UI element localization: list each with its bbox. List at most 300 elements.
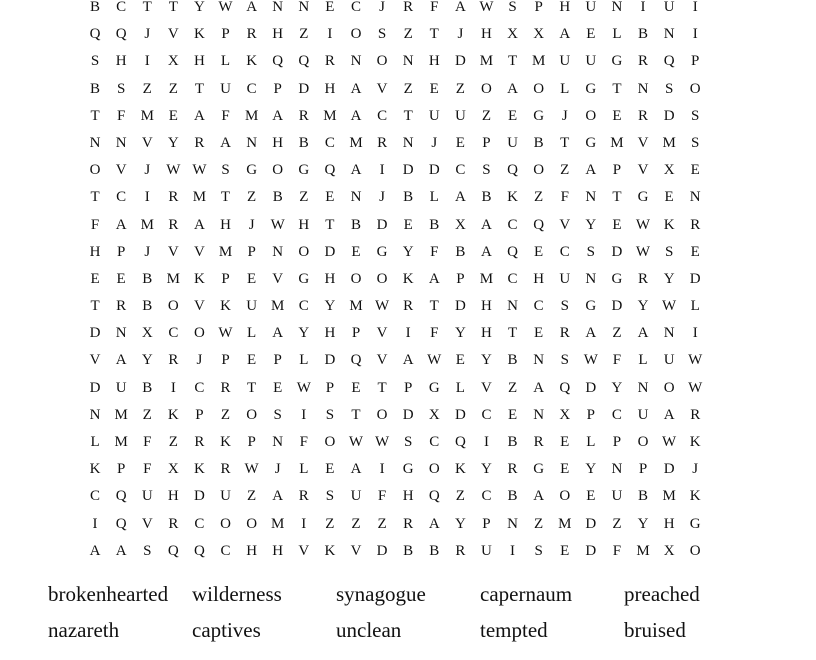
grid-letter: C [246, 80, 257, 97]
grid-letter: I [640, 0, 646, 15]
grid-letter: R [194, 434, 205, 450]
grid-letter: F [430, 325, 439, 342]
grid-letter: P [534, 0, 543, 15]
grid-letter: I [170, 379, 176, 396]
grid-letter: C [377, 107, 388, 124]
grid-letter: F [116, 107, 126, 124]
grid-letter: A [585, 325, 597, 342]
grid-letter: F [612, 352, 622, 369]
grid-letter: D [89, 379, 101, 396]
word-list-item: preached [624, 582, 700, 606]
grid-letter: B [142, 298, 153, 315]
grid-letter: I [301, 515, 307, 532]
grid-letter: R [559, 325, 570, 342]
grid-letter: A [246, 0, 258, 15]
grid-letter: X [454, 216, 466, 233]
grid-letter: R [403, 0, 414, 15]
grid-letter: I [510, 542, 516, 559]
grid-letter: K [507, 189, 518, 206]
word-list-item: wilderness [192, 582, 282, 606]
grid-letter: P [638, 461, 648, 478]
grid-letter: E [273, 379, 283, 396]
grid-letter: A [481, 243, 492, 260]
grid-letter: H [89, 243, 101, 260]
grid-letter: T [90, 189, 100, 206]
grid-letter: Z [168, 434, 178, 450]
grid-letter: Z [455, 80, 465, 97]
grid-letter: O [376, 406, 388, 423]
grid-letter: Z [507, 379, 518, 396]
grid-letter: E [90, 270, 100, 287]
grid-row [82, 184, 708, 211]
grid-letter: Q [454, 434, 466, 450]
grid-letter: B [638, 488, 649, 505]
word-list-item: synagogue [336, 582, 426, 606]
grid-letter: S [325, 488, 335, 505]
grid-letter: T [220, 189, 231, 206]
grid-letter: B [90, 80, 101, 97]
grid-letter: W [635, 243, 651, 260]
grid-letter: K [402, 270, 414, 287]
grid-letter: Y [454, 325, 466, 342]
grid-letter: I [327, 26, 333, 43]
grid-letter: C [455, 162, 466, 179]
grid-letter: D [663, 107, 675, 124]
grid-letter: A [507, 80, 518, 97]
grid-letter: D [89, 325, 101, 342]
grid-letter: D [402, 162, 414, 179]
grid-letter: E [351, 243, 361, 260]
grid-letter: O [350, 270, 362, 287]
grid-letter: E [247, 352, 257, 369]
grid-letter: R [168, 515, 179, 532]
grid-letter: R [168, 189, 179, 206]
grid-letter: Z [351, 515, 361, 532]
grid-letter: Z [403, 80, 413, 97]
grid-letter: E [325, 189, 335, 206]
grid-letter: B [507, 434, 518, 450]
grid-letter: J [248, 216, 255, 233]
grid-letter: G [611, 53, 623, 70]
grid-letter: Q [115, 26, 127, 43]
grid-letter: V [559, 216, 571, 233]
grid-letter: O [585, 107, 597, 124]
grid-letter: I [379, 461, 385, 478]
grid-letter: U [585, 53, 597, 70]
grid-letter: E [455, 134, 465, 151]
grid-letter: B [403, 542, 414, 559]
grid-letter: U [115, 379, 127, 396]
grid-row [82, 76, 708, 103]
grid-letter: Z [481, 107, 492, 124]
grid-letter: G [533, 461, 545, 478]
grid-letter: R [507, 461, 518, 478]
grid-letter: S [664, 80, 674, 97]
grid-letter: D [585, 379, 597, 396]
grid-letter: Q [89, 26, 101, 43]
grid-letter: R [194, 134, 205, 151]
grid-row [82, 21, 708, 48]
grid-letter: T [168, 0, 178, 15]
grid-letter: N [272, 434, 284, 450]
grid-letter: P [116, 461, 126, 478]
grid-letter: W [244, 461, 259, 478]
grid-letter: L [90, 434, 100, 450]
grid-letter: Q [115, 515, 127, 532]
grid-letter: E [351, 379, 361, 396]
grid-letter: F [430, 243, 439, 260]
grid-letter: U [246, 298, 258, 315]
grid-letter: C [194, 379, 205, 396]
grid-letter: O [481, 80, 492, 97]
grid-letter: N [402, 134, 414, 151]
grid-letter: C [533, 298, 544, 315]
grid-letter: P [247, 434, 256, 450]
grid-letter: L [455, 379, 465, 396]
grid-letter: H [272, 134, 284, 151]
grid-letter: A [115, 542, 127, 559]
grid-letter: U [481, 542, 492, 559]
grid-letter: C [116, 0, 127, 15]
grid-letter: O [89, 162, 101, 179]
grid-letter: N [533, 406, 545, 423]
grid-letter: O [194, 325, 205, 342]
grid-letter: P [273, 80, 282, 97]
grid-letter: N [507, 515, 518, 532]
grid-letter: D [324, 243, 336, 260]
grid-letter: N [402, 53, 414, 70]
grid-letter: C [611, 406, 622, 423]
grid-letter: E [534, 325, 544, 342]
grid-letter: E [690, 243, 700, 260]
grid-letter: I [692, 26, 698, 43]
letter-grid [82, 0, 708, 565]
grid-letter: F [560, 189, 569, 206]
grid-letter: K [689, 434, 701, 450]
word-list-item: nazareth [48, 618, 120, 642]
grid-letter: O [689, 80, 701, 97]
grid-letter: H [324, 80, 336, 97]
grid-letter: U [220, 80, 231, 97]
grid-letter: U [663, 0, 675, 15]
grid-letter: N [663, 325, 675, 342]
grid-letter: J [457, 26, 464, 43]
grid-letter: J [144, 162, 151, 179]
grid-letter: O [167, 298, 179, 315]
grid-letter: T [90, 298, 100, 315]
grid-letter: A [428, 515, 440, 532]
grid-letter: B [507, 488, 518, 505]
grid-letter: B [142, 270, 153, 287]
grid-letter: V [272, 270, 284, 287]
grid-letter: I [301, 406, 307, 423]
grid-letter: H [481, 26, 492, 43]
grid-letter: A [350, 461, 362, 478]
grid-letter: N [507, 298, 518, 315]
grid-letter: G [533, 107, 545, 124]
grid-letter: C [116, 189, 127, 206]
grid-letter: J [692, 461, 699, 478]
grid-letter: Y [298, 325, 310, 342]
grid-letter: E [116, 270, 126, 287]
grid-letter: H [167, 488, 179, 505]
grid-letter: Z [455, 488, 465, 505]
grid-letter: Q [115, 488, 127, 505]
grid-letter: E [612, 107, 622, 124]
grid-row [82, 375, 708, 402]
grid-letter: Z [325, 515, 335, 532]
grid-letter: X [167, 461, 179, 478]
grid-letter: P [116, 243, 126, 260]
grid-row [82, 0, 708, 21]
grid-letter: C [429, 434, 440, 450]
grid-letter: U [454, 107, 466, 124]
grid-letter: A [559, 26, 571, 43]
grid-row [82, 320, 708, 347]
grid-letter: Y [585, 216, 597, 233]
grid-letter: H [324, 270, 336, 287]
grid-letter: A [428, 270, 440, 287]
grid-letter: Q [663, 53, 675, 70]
grid-letter: I [144, 53, 150, 70]
grid-letter: O [376, 53, 388, 70]
grid-letter: R [298, 488, 309, 505]
grid-letter: M [531, 53, 546, 70]
grid-letter: S [560, 298, 569, 315]
grid-letter: V [350, 542, 362, 559]
grid-letter: H [324, 325, 336, 342]
grid-letter: A [454, 189, 466, 206]
grid-letter: O [220, 515, 231, 532]
grid-letter: U [663, 352, 675, 369]
word-list-item: brokenhearted [48, 582, 169, 606]
grid-letter: M [323, 107, 337, 124]
grid-letter: N [89, 134, 101, 151]
grid-letter: X [663, 542, 675, 559]
grid-letter: N [637, 379, 649, 396]
grid-letter: A [194, 216, 205, 233]
grid-letter: B [90, 0, 101, 15]
grid-letter: C [194, 515, 205, 532]
grid-letter: W [192, 162, 207, 179]
grid-letter: R [690, 216, 701, 233]
grid-letter: N [533, 352, 545, 369]
grid-letter: Y [194, 0, 205, 15]
grid-letter: Z [142, 80, 152, 97]
grid-letter: R [168, 352, 179, 369]
grid-letter: L [560, 80, 570, 97]
grid-letter: M [479, 53, 494, 70]
grid-letter: O [272, 162, 284, 179]
grid-letter: R [403, 298, 414, 315]
grid-letter: V [376, 325, 388, 342]
grid-letter: B [429, 542, 440, 559]
grid-letter: S [691, 134, 700, 151]
grid-letter: V [141, 515, 153, 532]
grid-letter: L [429, 189, 439, 206]
grid-letter: V [167, 26, 179, 43]
grid-letter: G [585, 298, 597, 315]
grid-letter: D [663, 461, 675, 478]
grid-letter: R [298, 107, 309, 124]
grid-letter: Y [454, 515, 466, 532]
grid-letter: W [348, 434, 364, 450]
grid-letter: R [116, 298, 127, 315]
grid-row [82, 511, 708, 538]
grid-letter: D [689, 270, 701, 287]
grid-letter: T [429, 298, 439, 315]
grid-letter: B [350, 216, 361, 233]
grid-letter: E [664, 189, 674, 206]
word-list-item: captives [192, 618, 261, 642]
grid-letter: I [405, 325, 411, 342]
grid-letter: M [610, 134, 624, 151]
grid-letter: N [115, 325, 127, 342]
grid-letter: K [220, 298, 231, 315]
grid-letter: T [560, 134, 570, 151]
grid-letter: D [454, 406, 466, 423]
grid-letter: N [663, 26, 675, 43]
grid-letter: M [558, 515, 572, 532]
grid-letter: N [611, 0, 623, 15]
grid-letter: F [377, 488, 387, 505]
grid-letter: P [247, 243, 256, 260]
grid-letter: X [507, 26, 518, 43]
grid-letter: G [298, 270, 310, 287]
grid-letter: A [454, 0, 466, 15]
grid-letter: M [349, 134, 363, 151]
grid-letter: O [533, 162, 545, 179]
grid-letter: S [325, 406, 335, 423]
grid-letter: D [194, 488, 205, 505]
grid-letter: D [585, 542, 597, 559]
grid-letter: D [585, 515, 597, 532]
grid-letter: T [377, 379, 387, 396]
grid-row [82, 212, 708, 239]
grid-letter: H [220, 216, 231, 233]
grid-letter: D [376, 216, 388, 233]
grid-letter: K [689, 488, 701, 505]
grid-letter: O [533, 80, 545, 97]
grid-letter: Q [167, 542, 179, 559]
grid-letter: K [167, 406, 179, 423]
grid-letter: P [221, 352, 230, 369]
grid-letter: S [221, 162, 230, 179]
grid-letter: Q [272, 53, 284, 70]
grid-letter: V [376, 80, 388, 97]
grid-letter: M [140, 107, 154, 124]
grid-letter: H [272, 26, 284, 43]
grid-letter: F [430, 0, 439, 15]
grid-letter: Y [585, 461, 597, 478]
grid-letter: W [270, 216, 285, 233]
grid-letter: M [479, 270, 494, 287]
grid-letter: C [481, 406, 492, 423]
grid-letter: R [403, 515, 414, 532]
grid-letter: F [221, 107, 230, 124]
grid-letter: Q [507, 162, 518, 179]
grid-letter: S [664, 243, 674, 260]
grid-letter: U [637, 406, 649, 423]
grid-letter: A [481, 216, 492, 233]
grid-letter: D [611, 298, 623, 315]
grid-letter: L [586, 434, 596, 450]
grid-letter: Z [534, 515, 544, 532]
grid-letter: G [246, 162, 258, 179]
grid-letter: H [298, 216, 310, 233]
grid-letter: T [612, 80, 622, 97]
grid-letter: E [534, 243, 544, 260]
grid-letter: V [194, 243, 205, 260]
grid-letter: E [560, 461, 570, 478]
grid-letter: W [427, 352, 442, 369]
grid-letter: H [533, 270, 545, 287]
grid-letter: E [586, 26, 596, 43]
grid-letter: K [89, 461, 101, 478]
grid-letter: M [218, 243, 233, 260]
grid-letter: X [533, 26, 545, 43]
grid-letter: T [429, 26, 439, 43]
grid-letter: O [376, 270, 388, 287]
grid-letter: S [116, 80, 126, 97]
grid-letter: E [690, 162, 700, 179]
grid-letter: N [89, 406, 101, 423]
grid-letter: H [246, 542, 258, 559]
grid-letter: X [167, 53, 179, 70]
grid-letter: W [688, 379, 703, 396]
grid-letter: B [142, 379, 153, 396]
grid-letter: P [325, 379, 335, 396]
grid-letter: Y [167, 134, 179, 151]
grid-letter: O [663, 379, 675, 396]
grid-letter: M [662, 488, 676, 505]
grid-letter: T [142, 0, 152, 15]
grid-letter: G [637, 189, 649, 206]
grid-letter: S [586, 243, 595, 260]
grid-letter: N [115, 134, 127, 151]
grid-letter: C [507, 270, 518, 287]
grid-letter: S [508, 0, 517, 15]
grid-letter: W [218, 325, 233, 342]
grid-letter: Q [298, 53, 310, 70]
grid-letter: D [454, 53, 466, 70]
grid-letter: Z [299, 189, 309, 206]
grid-letter: R [168, 216, 179, 233]
grid-letter: U [428, 107, 440, 124]
grid-letter: B [638, 26, 649, 43]
grid-letter: N [350, 53, 362, 70]
grid-letter: A [533, 379, 545, 396]
grid-row [82, 48, 708, 75]
grid-letter: C [90, 488, 101, 505]
grid-letter: O [324, 434, 336, 450]
grid-letter: A [194, 107, 205, 124]
grid-letter: Y [663, 270, 675, 287]
grid-letter: A [402, 352, 414, 369]
grid-letter: A [220, 134, 231, 151]
grid-letter: G [689, 515, 701, 532]
grid-letter: T [194, 80, 204, 97]
grid-letter: G [376, 243, 388, 260]
grid-letter: L [299, 461, 309, 478]
grid-letter: L [220, 53, 231, 70]
grid-letter: A [115, 352, 127, 369]
grid-letter: W [635, 216, 651, 233]
grid-letter: R [638, 270, 649, 287]
word-list-item: unclean [336, 618, 402, 642]
grid-letter: M [662, 134, 676, 151]
grid-row [82, 429, 708, 456]
